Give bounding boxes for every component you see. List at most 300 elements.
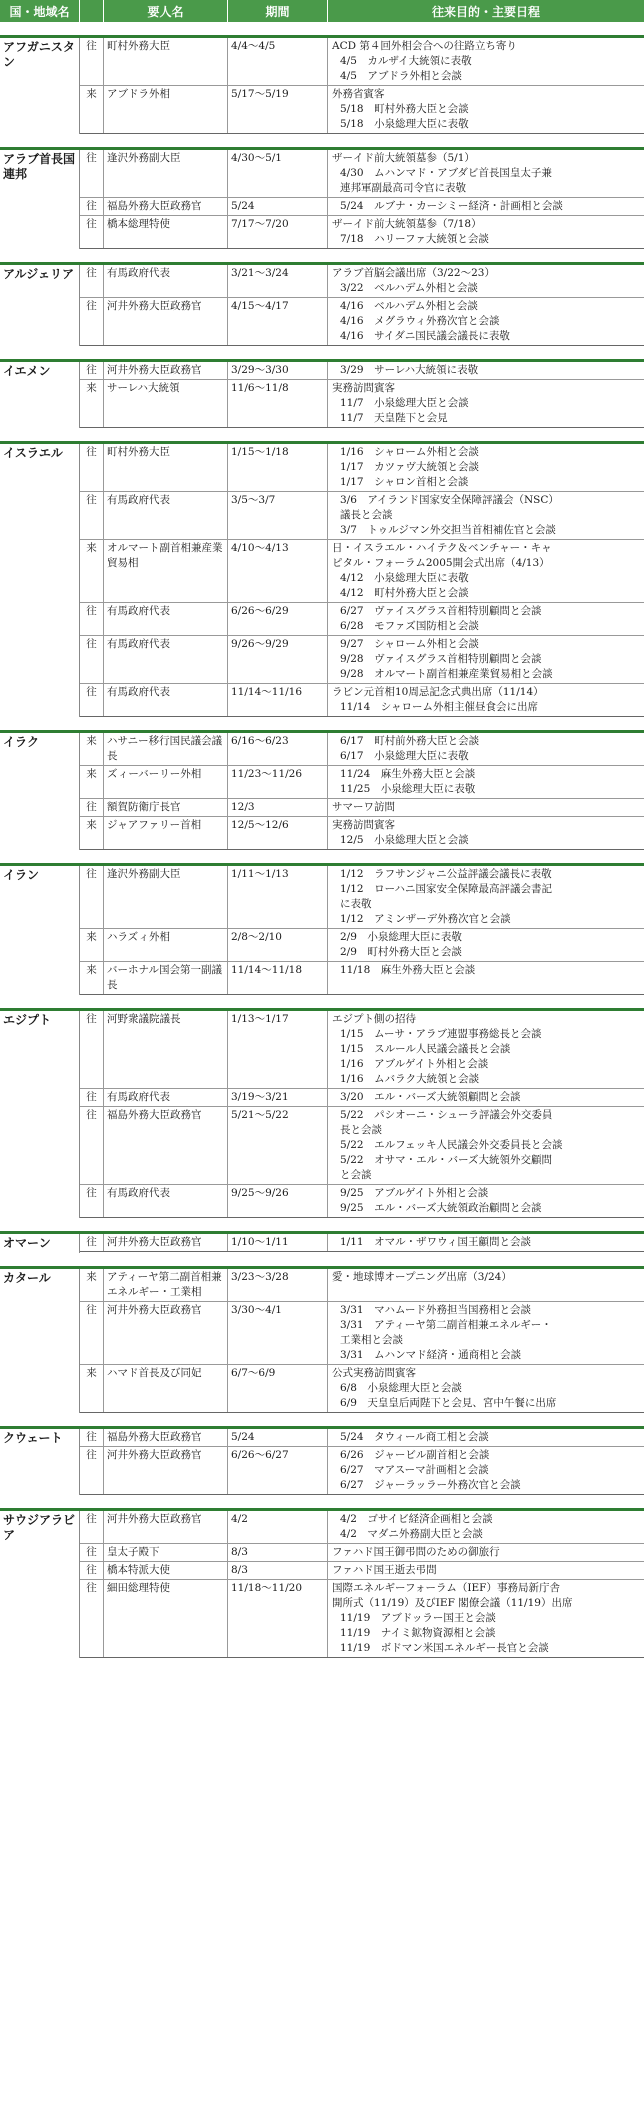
visit-row xyxy=(80,1429,644,1447)
purpose-line: 国際エネルギーフォーラム（IEF）事務局新庁舎 xyxy=(332,1582,560,1594)
country-name: アルジェリア xyxy=(0,265,80,346)
period-cell: 12/5～12/6 xyxy=(228,817,328,849)
country-name: クウェート xyxy=(0,1429,80,1495)
period-cell: 3/19～3/21 xyxy=(228,1089,328,1106)
purpose-line: ピタル・フォーラム2005開会式出席（4/13） xyxy=(332,557,550,569)
country-name: アラブ首長国連邦 xyxy=(0,150,80,249)
direction-cell: 往 xyxy=(80,1447,104,1494)
purpose-line: 11/19 アブドッラー国王と会談 xyxy=(340,1612,496,1624)
visit-row xyxy=(80,1011,644,1089)
purpose-line: 4/16 サイダニ国民議会議長に表敬 xyxy=(340,330,510,342)
person-cell: 河井外務大臣政務官 xyxy=(104,1511,228,1543)
visit-row xyxy=(80,684,644,717)
country-section xyxy=(0,730,644,850)
purpose-line: 3/6 アイランド国家安全保障評議会（NSC） xyxy=(340,494,559,506)
purpose-line: 3/31 マハムード外務担当国務相と会談 xyxy=(340,1304,531,1316)
person-cell: 逢沢外務副大臣 xyxy=(104,866,228,928)
person-cell: 福島外務大臣政務官 xyxy=(104,198,228,215)
purpose-line: 1/15 ムーサ・アラブ連盟事務総長と会談 xyxy=(340,1028,542,1040)
direction-cell: 往 xyxy=(80,1185,104,1217)
visit-row xyxy=(80,1580,644,1658)
person-cell: ハサニー移行国民議会議長 xyxy=(104,733,228,765)
person-cell: 細田総理特使 xyxy=(104,1580,228,1657)
purpose-line: 1/15 スルール人民議会議長と会談 xyxy=(340,1043,511,1055)
direction-cell: 往 xyxy=(80,1234,104,1251)
person-cell: 額賀防衛庁長官 xyxy=(104,799,228,816)
person-cell: 有馬政府代表 xyxy=(104,636,228,683)
purpose-line: 3/29 サーレハ大統領に表敬 xyxy=(340,364,479,376)
purpose-line: 工業相と会談 xyxy=(340,1334,403,1346)
purpose-line: 9/28 オルマート副首相兼産業貿易相と会談 xyxy=(340,668,553,680)
section-gap xyxy=(0,717,644,730)
period-cell: 4/10～4/13 xyxy=(228,540,328,602)
visit-row xyxy=(80,150,644,198)
period-cell: 4/4～4/5 xyxy=(228,38,328,85)
person-cell: バーホナル国会第一副議長 xyxy=(104,962,228,994)
visit-row xyxy=(80,540,644,603)
purpose-cell xyxy=(328,817,644,849)
person-cell: 有馬政府代表 xyxy=(104,492,228,539)
visit-rows xyxy=(80,150,644,249)
purpose-line: エジプト側の招待 xyxy=(332,1013,416,1025)
section-gap xyxy=(0,995,644,1008)
purpose-line: 開所式（11/19）及びIEF 閣僚会議（11/19）出席 xyxy=(332,1597,573,1609)
section-gap xyxy=(0,22,644,35)
country-section xyxy=(0,441,644,717)
visit-row xyxy=(80,636,644,684)
purpose-line: 愛・地球博オープニング出席（3/24） xyxy=(332,1271,512,1283)
purpose-line: に表敬 xyxy=(340,898,372,910)
purpose-line: 5/22 オサマ・エル・バーズ大統領外交顧問 xyxy=(340,1154,553,1166)
purpose-cell xyxy=(328,1302,644,1364)
direction-cell: 来 xyxy=(80,929,104,961)
direction-cell: 往 xyxy=(80,1580,104,1657)
direction-cell: 往 xyxy=(80,1562,104,1579)
purpose-line: 1/11 オマル・ザワウィ国王顧問と会談 xyxy=(340,1236,531,1248)
person-cell: 有馬政府代表 xyxy=(104,1185,228,1217)
visit-row xyxy=(80,1365,644,1413)
purpose-line: 実務訪問賓客 xyxy=(332,819,395,831)
period-cell: 3/29～3/30 xyxy=(228,362,328,379)
purpose-line: 実務訪問賓客 xyxy=(332,382,395,394)
header-direction xyxy=(80,0,104,22)
purpose-line: と会談 xyxy=(340,1169,372,1181)
visit-row xyxy=(80,38,644,86)
purpose-line: 1/12 アミンザーデ外務次官と会談 xyxy=(340,913,511,925)
purpose-line: 連邦軍副最高司令官に表敬 xyxy=(340,182,466,194)
purpose-line: サマーワ訪問 xyxy=(332,801,395,813)
purpose-cell xyxy=(328,603,644,635)
country-section xyxy=(0,359,644,428)
purpose-line: 議長と会談 xyxy=(340,509,393,521)
country-section xyxy=(0,1008,644,1218)
country-section xyxy=(0,147,644,249)
person-cell: サーレハ大統領 xyxy=(104,380,228,427)
direction-cell: 来 xyxy=(80,1269,104,1301)
visit-rows xyxy=(80,1429,644,1495)
visit-row xyxy=(80,1269,644,1302)
purpose-cell xyxy=(328,733,644,765)
person-cell: ジャアファリー首相 xyxy=(104,817,228,849)
visit-row xyxy=(80,1089,644,1107)
period-cell: 8/3 xyxy=(228,1562,328,1579)
period-cell: 3/30～4/1 xyxy=(228,1302,328,1364)
country-section xyxy=(0,1508,644,1658)
purpose-line: 1/16 アブルゲイト外相と会談 xyxy=(340,1058,489,1070)
period-cell: 9/25～9/26 xyxy=(228,1185,328,1217)
purpose-line: 9/25 エル・バーズ大統領政治顧問と会談 xyxy=(340,1202,542,1214)
visit-row xyxy=(80,1511,644,1544)
person-cell: 有馬政府代表 xyxy=(104,265,228,297)
purpose-cell xyxy=(328,1447,644,1494)
period-cell: 3/5～3/7 xyxy=(228,492,328,539)
country-section xyxy=(0,1426,644,1495)
visit-row xyxy=(80,1447,644,1495)
direction-cell: 往 xyxy=(80,150,104,197)
direction-cell: 来 xyxy=(80,962,104,994)
purpose-line: ファハド国王逝去弔問 xyxy=(332,1564,437,1576)
visit-rows xyxy=(80,1011,644,1218)
direction-cell: 往 xyxy=(80,216,104,248)
period-cell: 8/3 xyxy=(228,1544,328,1561)
purpose-cell xyxy=(328,799,644,816)
purpose-line: 1/17 シャロン首相と会談 xyxy=(340,476,469,488)
country-section xyxy=(0,1231,644,1253)
purpose-line: 4/12 町村外務大臣と会談 xyxy=(340,587,469,599)
purpose-line: 4/12 小泉総理大臣に表敬 xyxy=(340,572,469,584)
purpose-line: 9/28 ヴァイスグラス首相特別顧問と会談 xyxy=(340,653,542,665)
person-cell: アブドラ外相 xyxy=(104,86,228,133)
period-cell: 9/26～9/29 xyxy=(228,636,328,683)
visit-row xyxy=(80,198,644,216)
visit-row xyxy=(80,866,644,929)
section-gap xyxy=(0,346,644,359)
visit-row xyxy=(80,1562,644,1580)
purpose-line: 3/31 アティーヤ第二副首相兼エネルギー・ xyxy=(340,1319,552,1331)
purpose-line: 5/24 ルブナ・カーシミー経済・計画相と会談 xyxy=(340,200,563,212)
country-section xyxy=(0,262,644,346)
direction-cell: 来 xyxy=(80,380,104,427)
purpose-line: 11/7 小泉総理大臣と会談 xyxy=(340,397,469,409)
purpose-line: 6/17 町村前外務大臣と会談 xyxy=(340,735,480,747)
purpose-cell xyxy=(328,298,644,345)
visit-row xyxy=(80,86,644,134)
purpose-line: 3/22 ベルハデム外相と会談 xyxy=(340,282,478,294)
header-purpose: 往来目的・主要日程 xyxy=(431,4,540,19)
purpose-cell xyxy=(328,684,644,716)
visit-row xyxy=(80,216,644,249)
purpose-line: 6/17 小泉総理大臣に表敬 xyxy=(340,750,469,762)
direction-cell: 往 xyxy=(80,298,104,345)
purpose-cell xyxy=(328,380,644,427)
person-cell: ハラズィ外相 xyxy=(104,929,228,961)
direction-cell: 往 xyxy=(80,362,104,379)
direction-cell: 来 xyxy=(80,733,104,765)
country-name: イラク xyxy=(0,733,80,850)
period-cell: 11/6～11/8 xyxy=(228,380,328,427)
visit-row xyxy=(80,962,644,995)
purpose-line: 日・イスラエル・ハイテク＆ベンチャー・キャ xyxy=(332,542,552,554)
period-cell: 11/14～11/18 xyxy=(228,962,328,994)
visit-rows xyxy=(80,265,644,346)
visit-rows xyxy=(80,1269,644,1413)
purpose-cell xyxy=(328,1107,644,1184)
purpose-line: 11/19 ナイミ鉱物資源相と会談 xyxy=(340,1627,496,1639)
person-cell: 橋本特派大使 xyxy=(104,1562,228,1579)
direction-cell: 往 xyxy=(80,684,104,716)
purpose-line: 4/16 メグラウィ外務次官と会談 xyxy=(340,315,500,327)
country-section xyxy=(0,35,644,134)
visit-row xyxy=(80,929,644,962)
person-cell: ハマド首長及び同妃 xyxy=(104,1365,228,1412)
section-gap xyxy=(0,1495,644,1508)
section-gap xyxy=(0,134,644,147)
purpose-line: 3/31 ムハンマド経済・通商相と会談 xyxy=(340,1349,522,1361)
direction-cell: 往 xyxy=(80,1107,104,1184)
purpose-line: 6/9 天皇皇后両陛下と会見、宮中午餐に出席 xyxy=(340,1397,557,1409)
visit-rows xyxy=(80,38,644,134)
period-cell: 4/30～5/1 xyxy=(228,150,328,197)
person-cell: 皇太子殿下 xyxy=(104,1544,228,1561)
period-cell: 1/11～1/13 xyxy=(228,866,328,928)
purpose-cell xyxy=(328,216,644,248)
visit-rows xyxy=(80,444,644,717)
purpose-line: 4/2 ゴサイビ経済企画相と会談 xyxy=(340,1513,493,1525)
purpose-cell xyxy=(328,38,644,85)
person-cell: オルマート副首相兼産業貿易相 xyxy=(104,540,228,602)
purpose-line: 4/5 アブドラ外相と会談 xyxy=(340,70,462,82)
country-name: オマーン xyxy=(0,1234,80,1253)
purpose-cell xyxy=(328,265,644,297)
purpose-cell xyxy=(328,1562,644,1579)
purpose-line: 11/19 ボドマン米国エネルギー長官と会談 xyxy=(340,1642,549,1654)
visit-row xyxy=(80,1302,644,1365)
period-cell: 3/23～3/28 xyxy=(228,1269,328,1301)
purpose-cell xyxy=(328,1089,644,1106)
direction-cell: 往 xyxy=(80,1544,104,1561)
direction-cell: 往 xyxy=(80,603,104,635)
person-cell: 河井外務大臣政務官 xyxy=(104,1234,228,1251)
person-cell: 有馬政府代表 xyxy=(104,1089,228,1106)
direction-cell: 往 xyxy=(80,265,104,297)
visit-row xyxy=(80,817,644,850)
purpose-line: 12/5 小泉総理大臣と会談 xyxy=(340,834,469,846)
period-cell: 11/23～11/26 xyxy=(228,766,328,798)
direction-cell: 往 xyxy=(80,38,104,85)
header-country: 国・地域名 xyxy=(0,0,80,22)
period-cell: 6/16～6/23 xyxy=(228,733,328,765)
visit-row xyxy=(80,1185,644,1218)
purpose-cell xyxy=(328,86,644,133)
purpose-line: 11/25 小泉総理大臣に表敬 xyxy=(340,783,476,795)
person-cell: 橋本総理特使 xyxy=(104,216,228,248)
visit-rows xyxy=(80,362,644,428)
purpose-line: ACD 第４回外相会合への往路立ち寄り xyxy=(332,40,517,52)
purpose-line: 11/7 天皇陛下と会見 xyxy=(340,412,448,424)
person-cell: 福島外務大臣政務官 xyxy=(104,1429,228,1446)
period-cell: 3/21～3/24 xyxy=(228,265,328,297)
section-gap xyxy=(0,249,644,262)
purpose-line: 公式実務訪問賓客 xyxy=(332,1367,416,1379)
period-cell: 1/13～1/17 xyxy=(228,1011,328,1088)
person-cell: 河野衆議院議長 xyxy=(104,1011,228,1088)
country-section xyxy=(0,1266,644,1413)
purpose-line: 1/16 シャローム外相と会談 xyxy=(340,446,479,458)
period-cell: 1/15～1/18 xyxy=(228,444,328,491)
purpose-line: ザーイド前大統領墓参（7/18） xyxy=(332,218,482,230)
table-header xyxy=(0,0,644,22)
direction-cell: 来 xyxy=(80,766,104,798)
purpose-line: 5/18 小泉総理大臣に表敬 xyxy=(340,118,469,130)
country-name: イスラエル xyxy=(0,444,80,717)
visit-row xyxy=(80,265,644,298)
period-cell: 5/24 xyxy=(228,1429,328,1446)
person-cell: 町村外務大臣 xyxy=(104,38,228,85)
purpose-line: 6/27 ジャーラッラー外務次官と会談 xyxy=(340,1479,521,1491)
header-period: 期間 xyxy=(228,0,328,22)
purpose-line: 11/14 シャローム外相主催昼食会に出席 xyxy=(340,701,539,713)
purpose-cell xyxy=(328,866,644,928)
visit-row xyxy=(80,733,644,766)
section-gap xyxy=(0,428,644,441)
purpose-cell xyxy=(328,636,644,683)
purpose-cell xyxy=(328,1269,644,1301)
purpose-line: 2/9 小泉総理大臣に表敬 xyxy=(340,931,462,943)
person-cell: 有馬政府代表 xyxy=(104,603,228,635)
purpose-cell xyxy=(328,962,644,994)
purpose-line: 1/12 ローハニ国家安全保障最高評議会書記 xyxy=(340,883,553,895)
visit-row xyxy=(80,766,644,799)
direction-cell: 往 xyxy=(80,198,104,215)
purpose-cell xyxy=(328,1234,644,1251)
country-name: イラン xyxy=(0,866,80,995)
period-cell: 6/26～6/27 xyxy=(228,1447,328,1494)
section-gap xyxy=(0,1413,644,1426)
purpose-cell xyxy=(328,1580,644,1657)
direction-cell: 往 xyxy=(80,1302,104,1364)
period-cell: 7/17～7/20 xyxy=(228,216,328,248)
purpose-line: ザーイド前大統領墓参（5/1） xyxy=(332,152,475,164)
purpose-line: 1/17 カツァヴ大統領と会談 xyxy=(340,461,479,473)
purpose-line: ファハド国王御弔問のための御旅行 xyxy=(332,1546,500,1558)
visit-row xyxy=(80,444,644,492)
purpose-line: 7/18 ハリーファ大統領と会談 xyxy=(340,233,489,245)
purpose-line: 6/27 ヴァイスグラス首相特別顧問と会談 xyxy=(340,605,542,617)
period-cell: 6/7～6/9 xyxy=(228,1365,328,1412)
direction-cell: 来 xyxy=(80,1365,104,1412)
purpose-cell xyxy=(328,492,644,539)
purpose-line: 4/30 ムハンマド・アブダビ首長国皇太子兼 xyxy=(340,167,552,179)
period-cell: 5/21～5/22 xyxy=(228,1107,328,1184)
purpose-line: 1/16 ムバラク大統領と会談 xyxy=(340,1073,480,1085)
person-cell: 町村外務大臣 xyxy=(104,444,228,491)
visit-rows xyxy=(80,1511,644,1658)
visit-row xyxy=(80,380,644,428)
period-cell: 4/2 xyxy=(228,1511,328,1543)
visit-row xyxy=(80,492,644,540)
purpose-line: 9/27 シャローム外相と会談 xyxy=(340,638,479,650)
purpose-cell xyxy=(328,150,644,197)
purpose-line: 4/16 ベルハデム外相と会談 xyxy=(340,300,478,312)
direction-cell: 往 xyxy=(80,1089,104,1106)
purpose-line: 2/9 町村外務大臣と会談 xyxy=(340,946,462,958)
person-cell: 河井外務大臣政務官 xyxy=(104,1302,228,1364)
period-cell: 5/24 xyxy=(228,198,328,215)
purpose-line: 11/18 麻生外務大臣と会談 xyxy=(340,964,476,976)
direction-cell: 来 xyxy=(80,540,104,602)
purpose-line: 長と会談 xyxy=(340,1124,382,1136)
period-cell: 5/17～5/19 xyxy=(228,86,328,133)
purpose-cell xyxy=(328,1429,644,1446)
purpose-line: 6/27 マアスーマ計画相と会談 xyxy=(340,1464,489,1476)
purpose-line: 3/20 エル・バーズ大統領顧問と会談 xyxy=(340,1091,521,1103)
purpose-cell xyxy=(328,929,644,961)
person-cell: アティーヤ第二副首相兼エネルギー・工業相 xyxy=(104,1269,228,1301)
purpose-line: 6/26 ジャービル副首相と会談 xyxy=(340,1449,490,1461)
table-body xyxy=(0,22,644,1658)
purpose-line: 6/28 モファズ国防相と会談 xyxy=(340,620,479,632)
purpose-line: ラビン元首相10周忌記念式典出席（11/14） xyxy=(332,686,544,698)
purpose-line: 5/22 エルフェッキ人民議会外交委員長と会談 xyxy=(340,1139,563,1151)
purpose-line: 1/12 ラフサンジャニ公益評議会議長に表敬 xyxy=(340,868,552,880)
visit-rows xyxy=(80,733,644,850)
person-cell: 有馬政府代表 xyxy=(104,684,228,716)
direction-cell: 来 xyxy=(80,86,104,133)
direction-cell: 往 xyxy=(80,492,104,539)
visit-row xyxy=(80,1107,644,1185)
person-cell: ズィーバーリー外相 xyxy=(104,766,228,798)
country-name: エジプト xyxy=(0,1011,80,1218)
purpose-line: 4/2 マダニ外務副大臣と会談 xyxy=(340,1528,483,1540)
purpose-cell xyxy=(328,1365,644,1412)
purpose-cell xyxy=(328,362,644,379)
period-cell: 2/8～2/10 xyxy=(228,929,328,961)
direction-cell: 往 xyxy=(80,1429,104,1446)
purpose-line: 4/5 カルザイ大統領に表敬 xyxy=(340,55,472,67)
purpose-cell xyxy=(328,1011,644,1088)
section-gap xyxy=(0,1253,644,1266)
period-cell: 11/14～11/16 xyxy=(228,684,328,716)
section-gap xyxy=(0,1218,644,1231)
direction-cell: 来 xyxy=(80,817,104,849)
visit-rows xyxy=(80,866,644,995)
purpose-cell xyxy=(328,198,644,215)
period-cell: 6/26～6/29 xyxy=(228,603,328,635)
section-gap xyxy=(0,850,644,863)
direction-cell: 往 xyxy=(80,1511,104,1543)
period-cell: 12/3 xyxy=(228,799,328,816)
purpose-line: 3/7 トゥルジマン外交担当首相補佐官と会談 xyxy=(340,524,556,536)
person-cell: 河井外務大臣政務官 xyxy=(104,362,228,379)
country-name: サウジアラビア xyxy=(0,1511,80,1658)
direction-cell: 往 xyxy=(80,799,104,816)
person-cell: 河井外務大臣政務官 xyxy=(104,298,228,345)
purpose-cell xyxy=(328,540,644,602)
direction-cell: 往 xyxy=(80,866,104,928)
purpose-line: 5/18 町村外務大臣と会談 xyxy=(340,103,469,115)
purpose-cell xyxy=(328,1544,644,1561)
country-name: アフガニスタン xyxy=(0,38,80,134)
period-cell: 4/15～4/17 xyxy=(228,298,328,345)
direction-cell: 往 xyxy=(80,444,104,491)
direction-cell: 往 xyxy=(80,636,104,683)
visit-rows xyxy=(80,1234,644,1253)
header-person: 要人名 xyxy=(104,0,228,22)
purpose-line: 9/25 アブルゲイト外相と会談 xyxy=(340,1187,489,1199)
purpose-line: 11/24 麻生外務大臣と会談 xyxy=(340,768,476,780)
visit-row xyxy=(80,362,644,380)
direction-cell: 往 xyxy=(80,1011,104,1088)
